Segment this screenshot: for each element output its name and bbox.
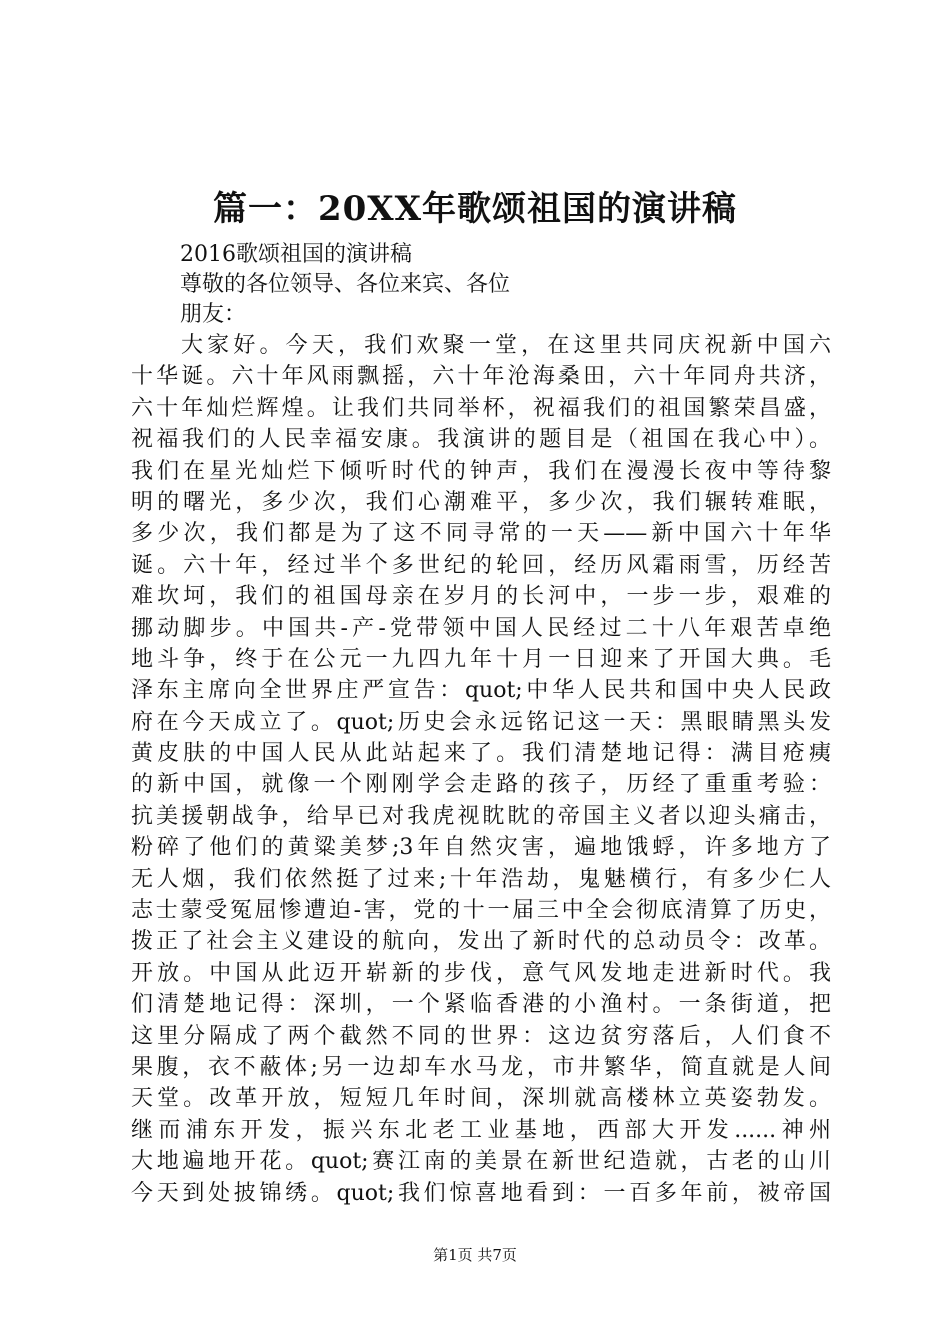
body-line: 六十年灿烂辉煌。让我们共同举杯，祝福我们的祖国繁荣昌盛， bbox=[131, 395, 831, 421]
body-line: 抗美援朝战争，给早已对我虎视眈眈的帝国主义者以迎头痛击， bbox=[131, 803, 831, 829]
speech-body bbox=[131, 330, 831, 1209]
body-line: 多少次，我们都是为了这不同寻常的一天——新中国六十年华 bbox=[131, 521, 831, 547]
body-line: 这里分隔成了两个截然不同的世界：这边贫穷落后，人们食不 bbox=[131, 1023, 831, 1049]
body-line: 诞。六十年，经过半个多世纪的轮回，经历风霜雨雪，历经苦 bbox=[131, 552, 831, 578]
body-line: 黄皮肤的中国人民从此站起来了。我们清楚地记得：满目疮痍 bbox=[131, 741, 831, 767]
body-line: 继而浦东开发，振兴东北老工业基地，西部大开发......神州 bbox=[131, 1117, 831, 1143]
body-line: 明的曙光，多少次，我们心潮难平，多少次，我们辗转难眠， bbox=[131, 489, 831, 515]
page-indicator: 第1页 共7页 bbox=[433, 1246, 517, 1264]
body-line: 十华诞。六十年风雨飘摇，六十年沧海桑田，六十年同舟共济， bbox=[131, 364, 831, 390]
body-line: 我们在星光灿烂下倾听时代的钟声，我们在漫漫长夜中等待黎 bbox=[131, 458, 831, 484]
body-line: 地斗争，终于在公元一九四九年十月一日迎来了开国大典。毛 bbox=[131, 646, 831, 672]
body-line: 果腹，衣不蔽体;另一边却车水马龙，市井繁华，简直就是人间 bbox=[131, 1054, 831, 1080]
body-line: 开放。中国从此迈开崭新的步伐，意气风发地走进新时代。我 bbox=[131, 960, 831, 986]
body-line: 挪动脚步。中国共-产-党带领中国人民经过二十八年艰苦卓绝 bbox=[131, 615, 831, 641]
salutation-line-2: 朋友： bbox=[180, 302, 247, 327]
body-line: 天堂。改革开放，短短几年时间，深圳就高楼林立英姿勃发。 bbox=[131, 1086, 831, 1112]
salutation-line-1: 尊敬的各位领导、各位来宾、各位 bbox=[180, 272, 511, 297]
body-line: 无人烟，我们依然挺了过来;十年浩劫，鬼魅横行，有多少仁人 bbox=[131, 866, 831, 892]
body-line: 大地遍地开花。quot;赛江南的美景在新世纪造就，古老的山川 bbox=[131, 1149, 831, 1175]
body-line: 大家好。今天，我们欢聚一堂，在这里共同庆祝新中国六 bbox=[181, 333, 831, 358]
body-line: 今天到处披锦绣。quot;我们惊喜地看到：一百多年前，被帝国 bbox=[131, 1180, 831, 1206]
body-line: 府在今天成立了。quot;历史会永远铭记这一天：黑眼睛黑头发 bbox=[131, 709, 831, 735]
body-line: 难坎坷，我们的祖国母亲在岁月的长河中，一步一步，艰难的 bbox=[131, 584, 831, 610]
document-title: 篇一：20XX年歌颂祖国的演讲稿 bbox=[212, 189, 738, 229]
body-line: 志士蒙受冤屈惨遭迫-害，党的十一届三中全会彻底清算了历史， bbox=[131, 898, 831, 924]
body-line: 粉碎了他们的黄粱美梦;3年自然灾害，遍地饿蜉，许多地方了 bbox=[131, 835, 831, 861]
body-line: 们清楚地记得：深圳，一个紧临香港的小渔村。一条街道，把 bbox=[131, 992, 831, 1018]
document-subtitle: 2016歌颂祖国的演讲稿 bbox=[180, 242, 412, 267]
body-line: 的新中国，就像一个刚刚学会走路的孩子，历经了重重考验： bbox=[131, 772, 831, 798]
body-line: 祝福我们的人民幸福安康。我演讲的题目是（祖国在我心中）。 bbox=[131, 427, 831, 453]
body-line: 泽东主席向全世界庄严宣告：quot;中华人民共和国中央人民政 bbox=[131, 678, 831, 704]
body-line: 拨正了社会主义建设的航向，发出了新时代的总动员令：改革。 bbox=[131, 929, 831, 955]
